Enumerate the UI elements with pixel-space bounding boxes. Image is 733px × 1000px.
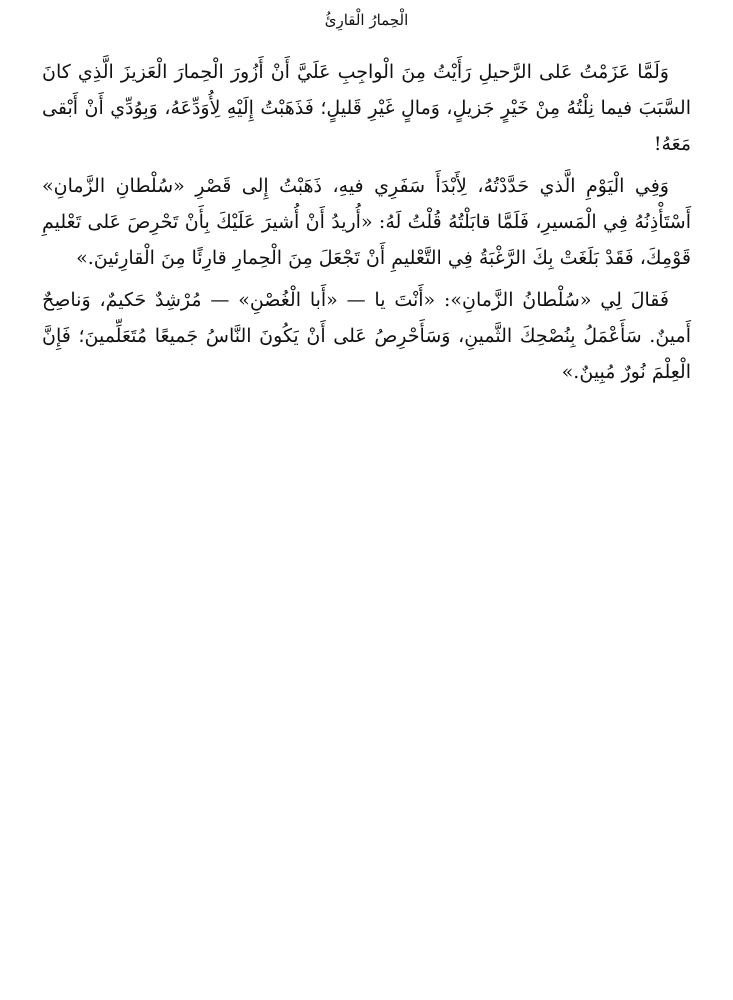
page-title: الْحِمارُ الْقارِئُ (324, 11, 409, 29)
paragraph-3: فَقالَ لِي «سُلْطانُ الزَّمانِ»: «أَنْتَ يا — «أَبا الْغُصْنِ» — مُرْشِدٌ حَكيمٌ، وَناصِحٌ أَمينٌ. سَأَعْمَلُ بِنُصْحِكَ الثَّمينِ، وَسَأَحْرِصُ عَلى أَنْ يَكُونَ النَّاسُ جَميعًا مُتَعَلِّمينَ؛ فَإِنَّ الْعِلْمَ نُورٌ مُبِينٌ.» (42, 289, 691, 383)
paragraph-1: وَلَمَّا عَزَمْتُ عَلى الرَّحيلِ رَأَيْتُ مِنَ الْواجِبِ عَلَيَّ أَنْ أَزُورَ الْحِمارَ الْعَزيزَ الَّذِي كانَ السَّبَبَ فيما نِلْتُهُ مِنْ خَيْرٍ جَزيلٍ، وَمالٍ غَيْرِ قَليلٍ؛ فَذَهَبْتُ إِلَيْهِ لِأُوَدِّعَهُ، وَبِوُدِّي أَنْ أَبْقى مَعَهُ! (42, 61, 691, 155)
story-text (42, 54, 691, 390)
paragraph-2: وَفِي الْيَوْمِ الَّذي حَدَّدْتُهُ، لِأَبْدَأَ سَفَرِي فيهِ، ذَهَبْتُ إِلى قَصْرِ «سُلْطانِ الزَّمانِ» أَسْتَأْذِنُهُ فِي الْمَسيرِ، فَلَمَّا قابَلْتُهُ قُلْتُ لَهُ: «أُريدُ أَنْ أُشيرَ عَلَيْكَ بِأَنْ تَحْرِصَ عَلى تَعْليمِ قَوْمِكَ، فَقَدْ بَلَغَتْ بِكَ الرَّغْبَةُ فِي التَّعْليمِ أَنْ تَجْعَلَ مِنَ الْحِمارِ قارِئًا مِنَ الْقارِئينَ.» (42, 175, 691, 269)
